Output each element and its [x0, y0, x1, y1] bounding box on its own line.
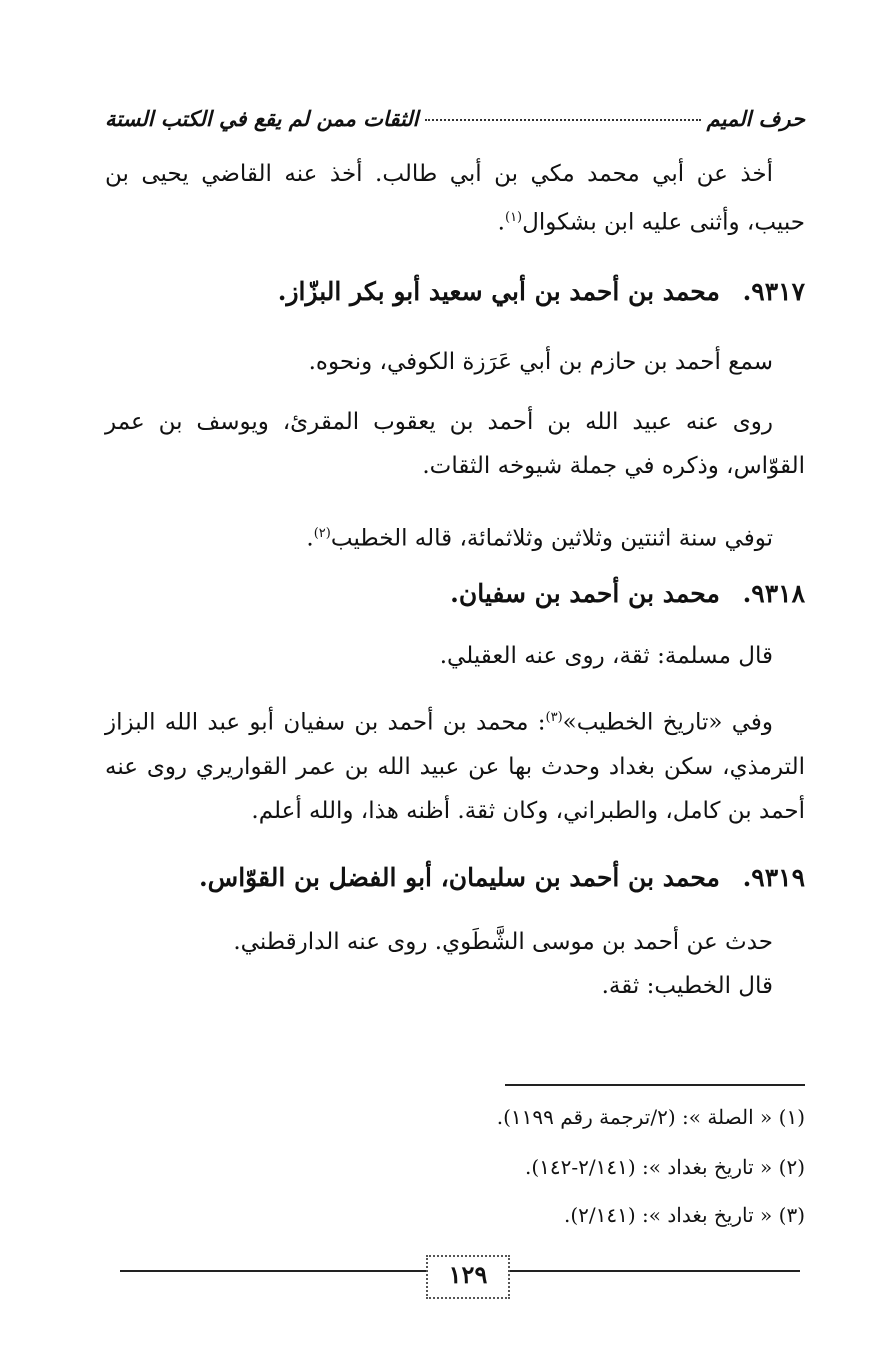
entry-9318-paragraph-1: قال مسلمة: ثقة، روى عنه العقيلي.	[439, 643, 773, 669]
footnote-ref-1: (١)	[504, 210, 523, 225]
entry-9318-quote: : محمد بن أحمد بن سفيان أبو عبد الله البزاز الترمذي، سكن بغداد وحدث بها عن عبيد الله بن عمر القواريري روى عنه أحمد بن كامل، والطبراني، وكان ثقة. أظنه هذا، والله أعلم.	[105, 709, 805, 824]
entry-9317-paragraph-1: سمع أحمد بن حازم بن أبي عَرَزة الكوفي، ونحوه.	[308, 349, 773, 375]
entry-9319-paragraph-1: حدث عن أحمد بن موسى الشَّطَوي. روى عنه الدارقطني.	[233, 929, 773, 955]
footnote-ref-3: (٣)	[545, 710, 563, 725]
footnote-separator	[505, 1084, 805, 1086]
entry-number: ٩٣١٩.	[742, 863, 805, 892]
header-book-title: الثقات ممن لم يقع في الكتب الستة	[105, 106, 419, 131]
entry-heading-9319	[105, 858, 805, 898]
footnote-2: (٢) « تاريخ بغداد »: (٢/١٤١-١٤٢).	[524, 1155, 805, 1179]
page-number: ١٢٩	[426, 1255, 510, 1299]
entry-9317-paragraph-2: روى عنه عبيد الله بن أحمد بن يعقوب المقرئ، ويوسف بن عمر القوّاس، وذكره في جملة شيوخه الثقات.	[105, 409, 805, 479]
entry-9317-death-note: توفي سنة اثنتين وثلاثين وثلاثمائة، قاله الخطيب	[330, 525, 773, 552]
entry-number: ٩٣١٧.	[742, 277, 805, 306]
entry-9318-source-label: وفي «تاريخ الخطيب»	[562, 709, 773, 736]
intro-text: أخذ عن أبي محمد مكي بن أبي طالب. أخذ عنه القاضي يحيى بن حبيب، وأثنى عليه ابن بشكوال	[105, 161, 805, 236]
entry-heading-9317	[105, 272, 805, 312]
header-leader-dots	[425, 119, 701, 121]
intro-paragraph: أخذ عن أبي محمد مكي بن أبي طالب. أخذ عنه القاضي يحيى بن حبيب، وأثنى عليه ابن بشكوال$^{(١)}$.	[105, 161, 805, 236]
entry-name: محمد بن أحمد بن سليمان، أبو الفضل بن القوّاس.	[198, 863, 720, 892]
footnote-3: (٣) « تاريخ بغداد »: (٢/١٤١).	[563, 1203, 805, 1227]
footnote-1: (١) « الصلة »: (٢/ترجمة رقم ١١٩٩).	[496, 1105, 805, 1129]
running-header	[105, 106, 805, 131]
entry-9318-paragraph-2	[105, 696, 805, 833]
entry-9319-paragraph-2: قال الخطيب: ثقة.	[601, 973, 773, 999]
header-chapter: حرف الميم	[706, 106, 805, 131]
entry-heading-9318	[105, 574, 805, 614]
footnote-ref-2: (٢)	[313, 526, 331, 541]
entry-number: ٩٣١٨.	[742, 579, 805, 608]
entry-9317-paragraph-3: توفي سنة اثنتين وثلاثين وثلاثمائة، قاله الخطيب$^{(٢)}$.	[306, 525, 773, 552]
entry-name: محمد بن أحمد بن سفيان.	[450, 579, 720, 608]
entry-name: محمد بن أحمد بن أبي سعيد أبو بكر البزّاز.	[277, 277, 720, 306]
